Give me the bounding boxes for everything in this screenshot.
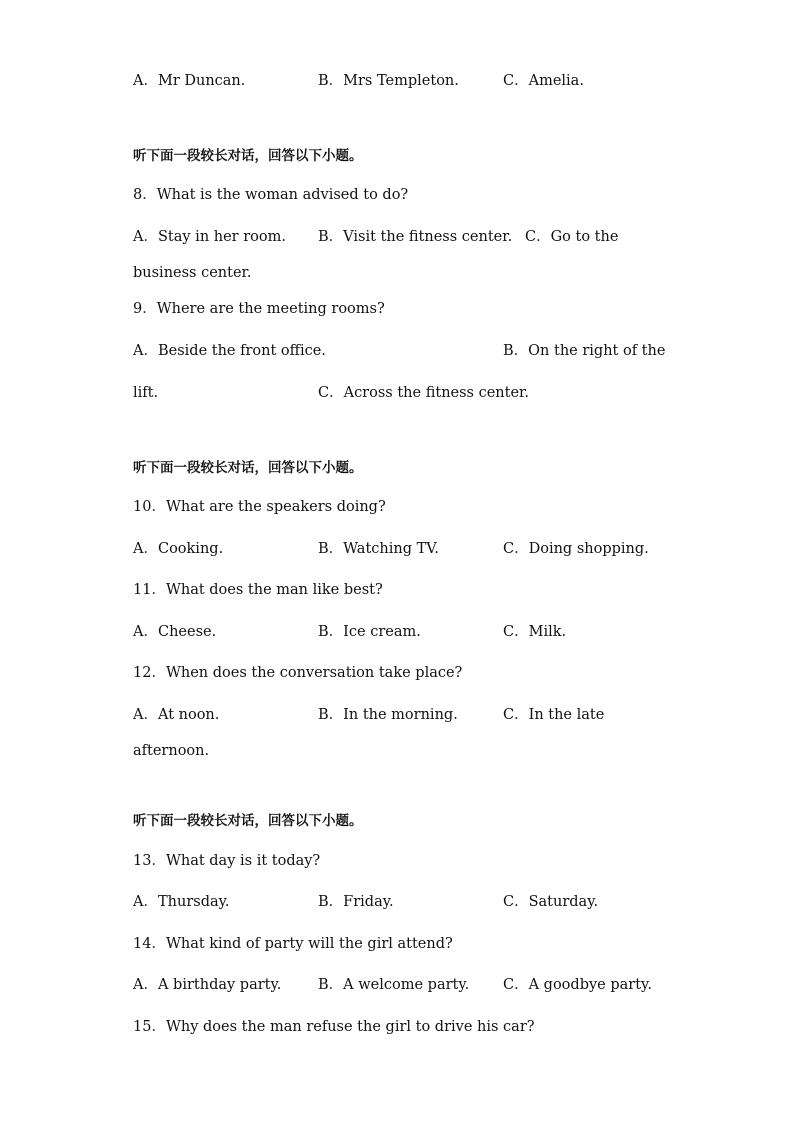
q11-option-c: C．Milk.	[503, 624, 567, 640]
section-heading: 听下面一段较长对话，回答以下小题。	[133, 460, 363, 476]
q14-option-a: A．A birthday party.	[133, 977, 282, 993]
q14-option-b: B．A welcome party.	[318, 977, 470, 993]
q7-option-b: B．Mrs Templeton.	[318, 73, 459, 89]
q10-option-a: A．Cooking.	[133, 541, 224, 557]
q8-option-b: B．Visit the fitness center.	[318, 229, 513, 245]
q14-option-c: C．A goodbye party.	[503, 977, 652, 993]
q13-stem: 13．What day is it today?	[133, 853, 321, 869]
q13-option-b: B．Friday.	[318, 894, 394, 910]
q8-option-a: A．Stay in her room.	[133, 229, 286, 245]
section-heading: 听下面一段较长对话，回答以下小题。	[133, 148, 363, 164]
q12-option-b: B．In the morning.	[318, 707, 458, 723]
q15-stem: 15．Why does the man refuse the girl to drive his car?	[133, 1019, 535, 1035]
q10-option-b: B．Watching TV.	[318, 541, 439, 557]
q11-option-a: A．Cheese.	[133, 624, 217, 640]
q7-option-a: A．Mr Duncan.	[133, 73, 246, 89]
q10-stem: 10．What are the speakers doing?	[133, 499, 386, 515]
q8-option-c-continued: business center.	[133, 265, 252, 281]
q9-option-c: C．Across the fitness center.	[318, 385, 530, 401]
q11-option-b: B．Ice cream.	[318, 624, 421, 640]
q14-stem: 14．What kind of party will the girl attend?	[133, 936, 453, 952]
q12-option-c: C．In the late	[503, 707, 605, 723]
section-heading: 听下面一段较长对话，回答以下小题。	[133, 813, 363, 829]
q13-option-a: A．Thursday.	[133, 894, 230, 910]
q10-option-c: C．Doing shopping.	[503, 541, 649, 557]
q12-option-a: A．At noon.	[133, 707, 220, 723]
q12-option-c-continued: afternoon.	[133, 743, 210, 759]
q9-option-b-continued: lift.	[133, 385, 159, 401]
q8-option-c: C．Go to the	[525, 229, 619, 245]
q7-option-c: C．Amelia.	[503, 73, 584, 89]
q13-option-c: C．Saturday.	[503, 894, 599, 910]
q9-stem: 9．Where are the meeting rooms?	[133, 301, 385, 317]
q8-stem: 8．What is the woman advised to do?	[133, 187, 409, 203]
q12-stem: 12．When does the conversation take place?	[133, 665, 463, 681]
q9-option-a: A．Beside the front office.	[133, 343, 326, 359]
q9-option-b: B．On the right of the	[503, 343, 666, 359]
q11-stem: 11．What does the man like best?	[133, 582, 383, 598]
